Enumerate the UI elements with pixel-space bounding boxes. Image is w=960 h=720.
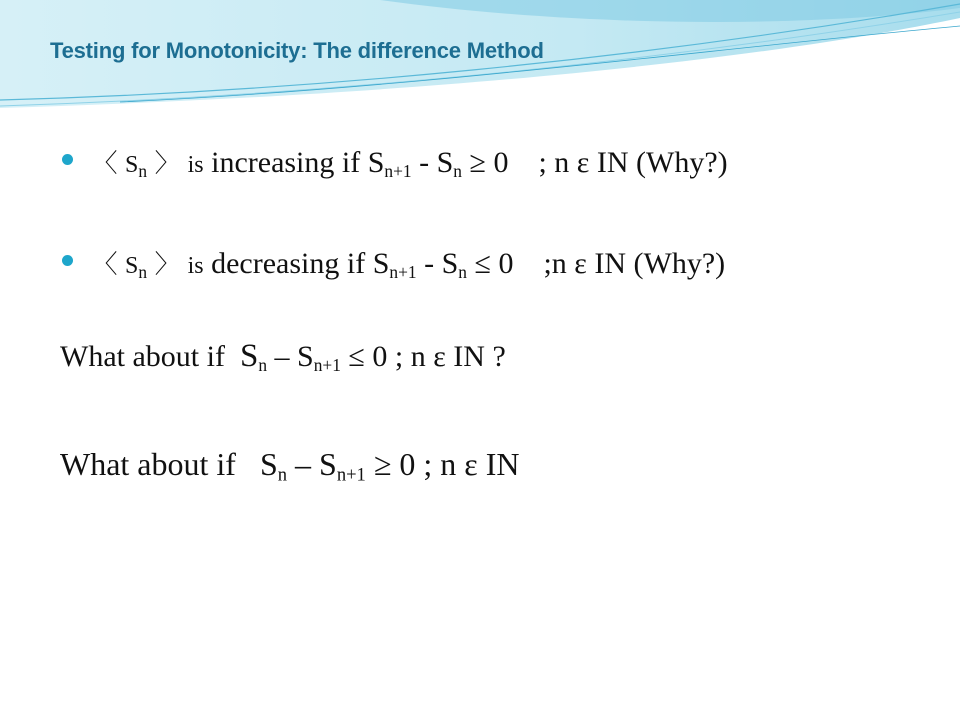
bullet-dot <box>62 154 73 165</box>
question-nonnegative-difference: What about if $S_n - S_{n+1} \ge 0$ ; n ε IN <box>60 446 520 486</box>
slide-title: Testing for Monotonicity: The difference Method <box>50 38 544 63</box>
bullet-increasing: 〈 $S_n$ 〉 is increasing if $S_{n+1} - S_n \ge 0$ ; n ε IN (Why?) <box>92 146 728 182</box>
bullet-decreasing: 〈 $S_n$ 〉 is decreasing if $S_{n+1} - S_n \le 0$ ;n ε IN (Why?) <box>92 247 726 283</box>
bullet-dot <box>62 255 73 266</box>
question-nonpositive-difference: What about if $S_n - S_{n+1} \le 0$ ; n ε IN ? <box>60 338 506 376</box>
